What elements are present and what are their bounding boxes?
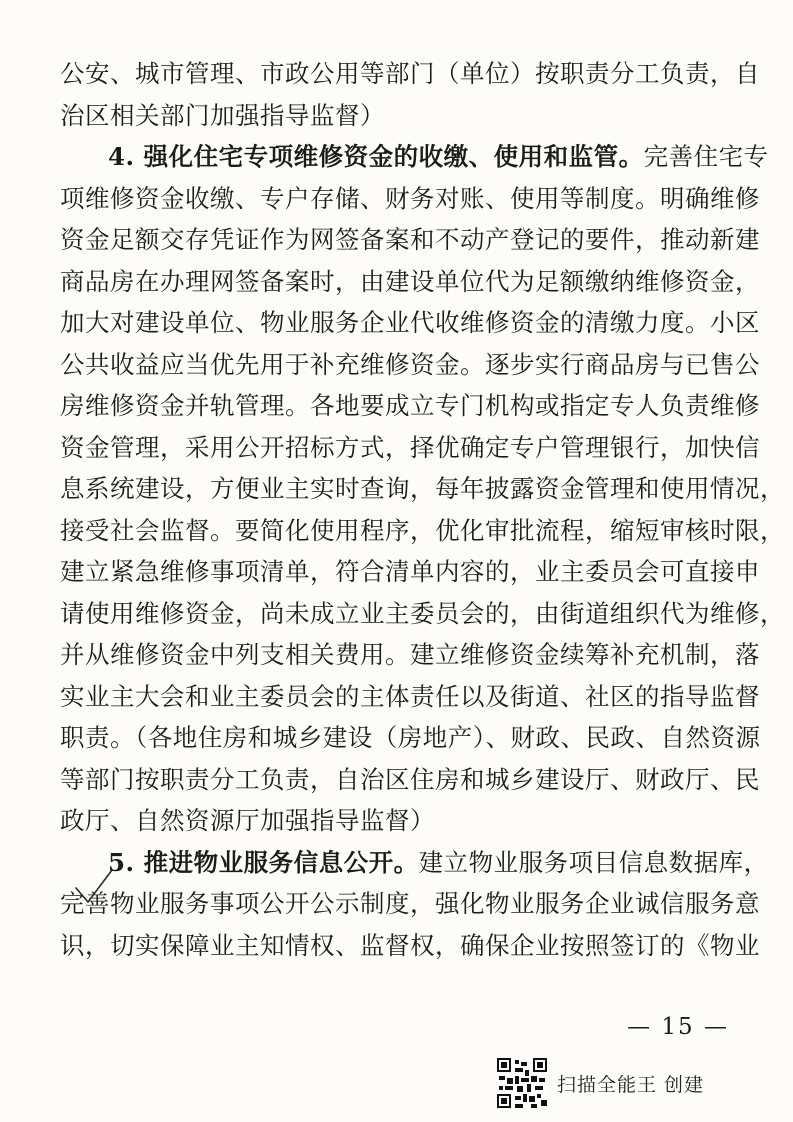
text-segment: 资金管理，采用公开招标方式，择优确定专户管理银行，加快信 bbox=[60, 432, 760, 462]
text-line bbox=[60, 136, 769, 178]
text-line bbox=[60, 53, 760, 95]
qr-code-icon bbox=[497, 1058, 547, 1108]
text-line bbox=[60, 676, 760, 718]
text-line bbox=[60, 800, 740, 842]
text-segment: 职责。（各地住房和城乡建设（房地产）、财政、民政、自然资源 bbox=[60, 723, 761, 752]
text-segment: 治区相关部门加强指导监督） bbox=[60, 100, 385, 130]
text-segment: 完善物业服务事项公开公示制度，强化物业服务企业诚信服务意 bbox=[60, 889, 760, 918]
text-line bbox=[60, 427, 760, 469]
text-segment: 公共收益应当优先用于补充维修资金。逐步实行商品房与已售公 bbox=[60, 349, 760, 379]
text-line bbox=[60, 95, 740, 137]
text-segment: 加大对建设单位、物业服务企业代收维修资金的清缴力度。小区 bbox=[60, 308, 760, 337]
text-line bbox=[60, 883, 760, 925]
text-line bbox=[60, 302, 760, 344]
text-segment: 等部门按职责分工负责，自治区住房和城乡建设厅、财政厅、民 bbox=[60, 764, 760, 794]
text-line bbox=[60, 385, 760, 427]
text-line bbox=[60, 219, 760, 261]
text-segment: 接受社会监督。要简化使用程序，优化审批流程，缩短审核时限， bbox=[60, 515, 785, 545]
body-text bbox=[60, 53, 785, 966]
text-segment: 商品房在办理网签备案时，由建设单位代为足额缴纳维修资金， bbox=[60, 266, 760, 296]
text-segment: 息系统建设，方便业主实时查询，每年披露资金管理和使用情况， bbox=[60, 474, 785, 503]
text-line bbox=[60, 261, 760, 303]
watermark-text: 扫描全能王 创建 bbox=[557, 1073, 705, 1096]
text-line bbox=[60, 842, 769, 884]
section-heading: 4. 强化住宅专项维修资金的收缴、使用和监管。 bbox=[108, 142, 644, 171]
text-line bbox=[60, 925, 760, 967]
text-segment: 公安、城市管理、市政公用等部门（单位）按职责分工负责，自 bbox=[60, 59, 760, 88]
text-segment: 房维修资金并轨管理。各地要成立专门机构或指定专人负责维修 bbox=[60, 391, 760, 420]
text-segment: 资金足额交存凭证作为网签备案和不动产登记的要件，推动新建 bbox=[60, 225, 760, 254]
text-line bbox=[60, 178, 760, 220]
text-segment: 项维修资金收缴、专户存储、财务对账、使用等制度。明确维修 bbox=[60, 183, 760, 213]
text-segment: 请使用维修资金，尚未成立业主委员会的，由街道组织代为维修， bbox=[60, 598, 785, 628]
text-line bbox=[60, 468, 785, 510]
text-line bbox=[60, 551, 760, 593]
text-line bbox=[60, 593, 785, 635]
page-number: — 15 — bbox=[627, 1014, 729, 1040]
text-line bbox=[60, 717, 761, 759]
text-segment: 实业主大会和业主委员会的主体责任以及街道、社区的指导监督 bbox=[60, 681, 760, 711]
text-segment: 识，切实保障业主知情权、监督权，确保企业按照签订的《物业 bbox=[60, 930, 760, 960]
section-heading: 5. 推进物业服务信息公开。 bbox=[108, 847, 419, 877]
text-line bbox=[60, 344, 760, 386]
text-line bbox=[60, 759, 760, 801]
text-segment: 完善住宅专 bbox=[643, 142, 769, 171]
text-segment: 建立紧急维修事项清单，符合清单内容的，业主委员会可直接申 bbox=[60, 557, 760, 586]
text-segment: 并从维修资金中列支相关费用。建立维修资金续筹补充机制，落 bbox=[60, 640, 760, 669]
text-segment: 建立物业服务项目信息数据库， bbox=[418, 847, 769, 877]
text-line bbox=[60, 634, 760, 676]
handwritten-check-mark-icon bbox=[74, 868, 114, 910]
text-line bbox=[60, 510, 785, 552]
text-segment: 政厅、自然资源厅加强指导监督） bbox=[60, 806, 435, 835]
scanner-watermark bbox=[497, 1058, 704, 1108]
